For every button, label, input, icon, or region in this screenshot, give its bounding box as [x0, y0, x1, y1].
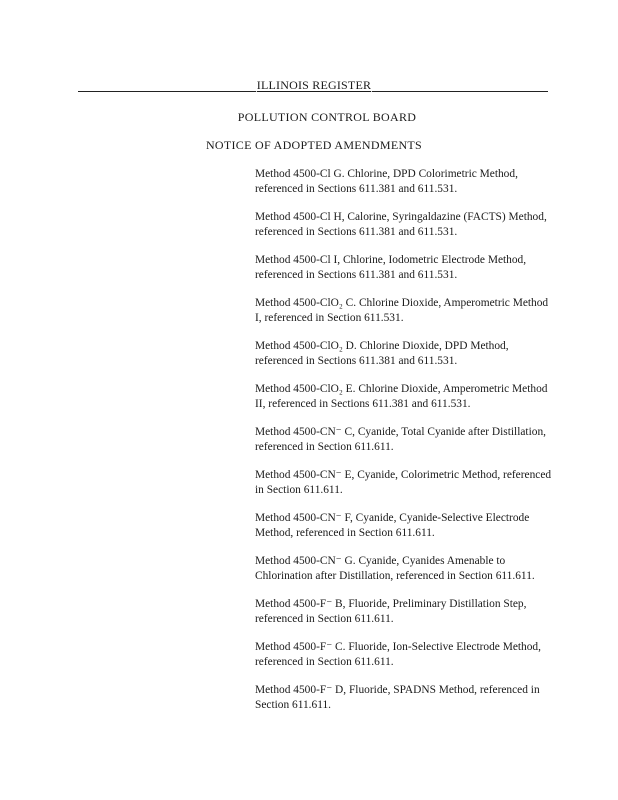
- method-entry: Method 4500-CN⁻ C, Cyanide, Total Cyanide after Distillation, referenced in Section 611.611.: [255, 426, 546, 453]
- method-entry: Method 4500-Cl G. Chlorine, DPD Colorimetric Method, referenced in Sections 611.381 and 611.531.: [255, 168, 518, 195]
- notice-title: NOTICE OF ADOPTED AMENDMENTS: [205, 138, 423, 152]
- method-entry: Method 4500-CN⁻ F, Cyanide, Cyanide-Selective Electrode Method, referenced in Section 611.611.: [255, 512, 530, 539]
- board-title: POLLUTION CONTROL BOARD: [237, 110, 417, 124]
- method-entry: Method 4500-ClO₂ D. Chlorine Dioxide, DPD Method, referenced in Sections 611.381 and 611.531.: [255, 340, 509, 367]
- method-entry: Method 4500-ClO₂ C. Chlorine Dioxide, Amperometric Method I, referenced in Section 611.531.: [255, 297, 549, 324]
- method-entry: Method 4500-CN⁻ E, Cyanide, Colorimetric Method, referenced in Section 611.611.: [255, 469, 552, 496]
- method-entry: Method 4500-F⁻ D, Fluoride, SPADNS Method, referenced in Section 611.611.: [255, 684, 540, 711]
- header-rule-left: [78, 91, 256, 92]
- method-entry: Method 4500-Cl I, Chlorine, Iodometric Electrode Method, referenced in Sections 611.381 and 611.531.: [255, 254, 527, 281]
- header-rule-right: [372, 91, 548, 92]
- method-entry: Method 4500-F⁻ B, Fluoride, Preliminary Distillation Step, referenced in Section 611.611.: [255, 598, 527, 625]
- method-entry: Method 4500-ClO₂ E. Chlorine Dioxide, Amperometric Method II, referenced in Sections 611.381 and 611.531.: [255, 383, 548, 410]
- method-entry: Method 4500-CN⁻ G. Cyanide, Cyanides Amenable to Chlorination after Distillation, referenced in Section 611.611.: [255, 555, 535, 582]
- register-title: ILLINOIS REGISTER: [256, 78, 372, 92]
- method-entry: Method 4500-Cl H, Calorine, Syringaldazine (FACTS) Method, referenced in Sections 611.381 and 611.531.: [255, 211, 547, 238]
- method-entry: Method 4500-F⁻ C. Fluoride, Ion-Selective Electrode Method, referenced in Section 611.611.: [255, 641, 541, 668]
- method-list: [255, 167, 555, 725]
